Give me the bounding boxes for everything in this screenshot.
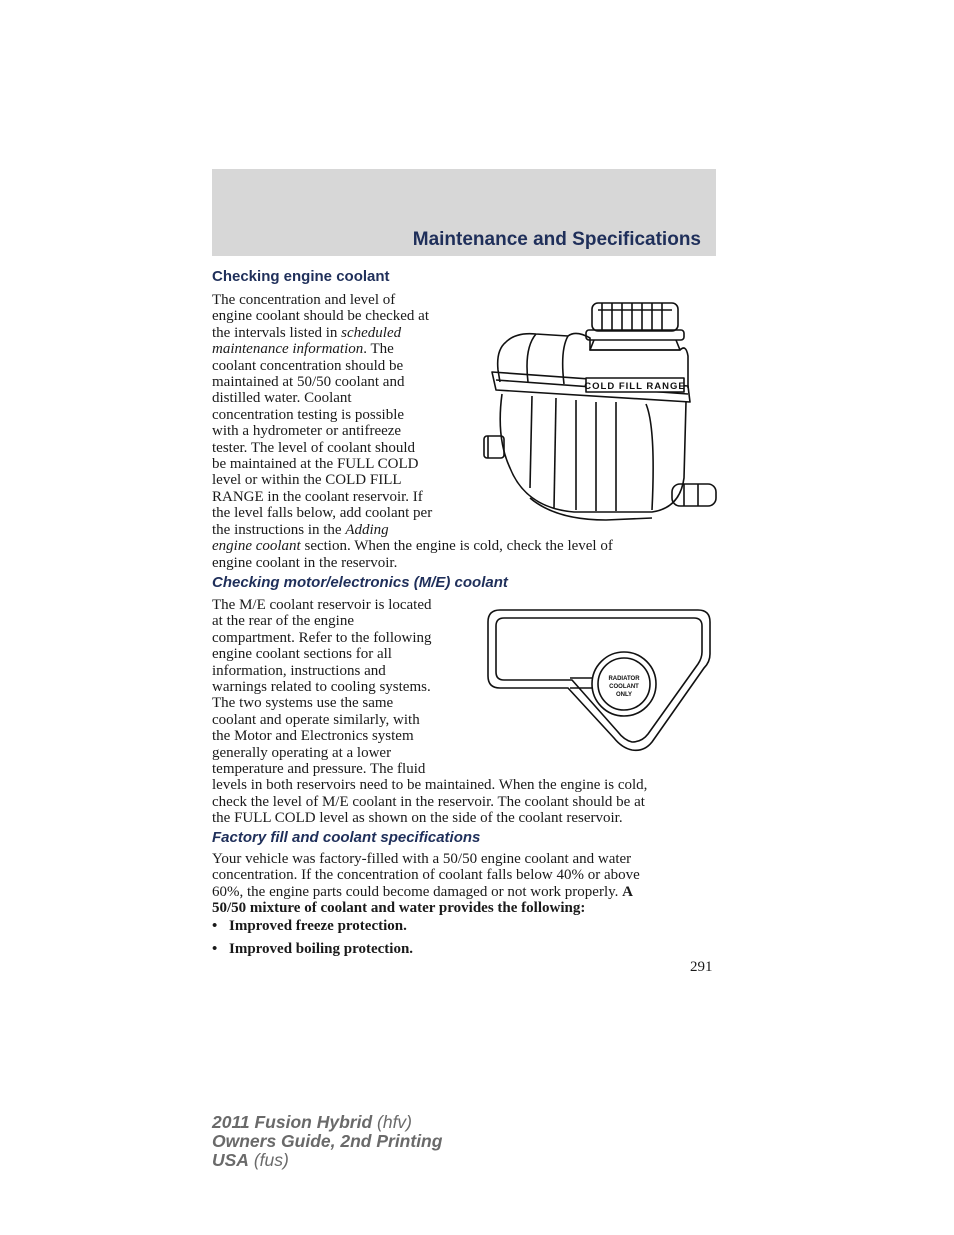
header-band [212,169,716,256]
text-line: engine coolant section. When the engine is cold, check the level of [212,538,613,555]
footer-line: Owners Guide, 2nd Printing [212,1131,443,1151]
text-line: warnings related to cooling systems. [212,679,431,696]
text-line: with a hydrometer or antifreeze [212,423,402,440]
footer-line: 2011 Fusion Hybrid (hfv) [212,1112,413,1132]
text-line: concentration. If the concentration of coolant falls below 40% or above [212,867,640,884]
cap-label-line: COOLANT [609,684,639,690]
cap-label-line: RADIATOR [608,676,640,682]
text-line: level or within the COLD FILL [212,472,402,489]
text-line: temperature and pressure. The fluid [212,761,426,778]
text-line: the intervals listed in scheduled [212,324,402,341]
text-line: engine coolant sections for all [212,646,392,663]
text-line: The M/E coolant reservoir is located [212,597,432,613]
text-line: levels in both reservoirs need to be maintained. When the engine is cold, [212,777,648,794]
bullet-item: • Improved boiling protection. [212,941,414,957]
section-title: Maintenance and Specifications [412,229,701,250]
text-line: coolant concentration should be [212,357,404,374]
text-line: tester. The level of coolant should [212,439,416,456]
text-line: The two systems use the same [212,695,394,712]
cold-fill-range-label: COLD FILL RANGE [584,381,686,392]
text-line: engine coolant in the reservoir. [212,554,398,571]
text-line: Your vehicle was factory-filled with a 50/50 engine coolant and water [212,851,632,867]
bullet-item: • Improved freeze protection. [212,918,407,934]
footer-line: USA (fus) [212,1150,289,1170]
text-line: RANGE in the coolant reservoir. If [212,488,423,505]
text-line: be maintained at the FULL COLD [212,456,419,473]
text-line: maintenance information. The [212,341,394,358]
cap-label-line: ONLY [615,692,633,698]
paragraph-factory-fill [212,851,640,917]
text-line: 60%, the engine parts could become damaged or not work properly. A [212,883,633,900]
coolant-reservoir-illustration [476,298,726,528]
text-line: information, instructions and [212,662,386,679]
text-line: The concentration and level of [212,292,396,308]
text-line: distilled water. Coolant [212,390,352,407]
text-line: the FULL COLD level as shown on the side of the coolant reservoir. [212,810,623,827]
text-line: at the rear of the engine [212,613,355,630]
text-line: the level falls below, add coolant per [212,505,433,522]
text-line: check the level of M/E coolant in the reservoir. The coolant should be at [212,793,645,810]
text-line: the instructions in the Adding [212,521,389,538]
text-line: the Motor and Electronics system [212,728,414,745]
heading-checking-engine-coolant: Checking engine coolant [212,268,390,285]
text-line: generally operating at a lower [212,744,392,761]
text-line: engine coolant should be checked at [212,308,430,325]
heading-factory-fill: Factory fill and coolant specifications [212,829,481,846]
text-line: 50/50 mixture of coolant and water provides the following: [212,900,586,917]
page-number: 291 [690,959,713,975]
text-line: compartment. Refer to the following [212,629,432,646]
footer-edition-info [212,1113,442,1170]
text-line: coolant and operate similarly, with [212,711,420,728]
text-line: concentration testing is possible [212,406,405,423]
me-reservoir-illustration [484,606,714,754]
heading-me-coolant: Checking motor/electronics (M/E) coolant [212,574,508,591]
text-line: maintained at 50/50 coolant and [212,374,405,391]
